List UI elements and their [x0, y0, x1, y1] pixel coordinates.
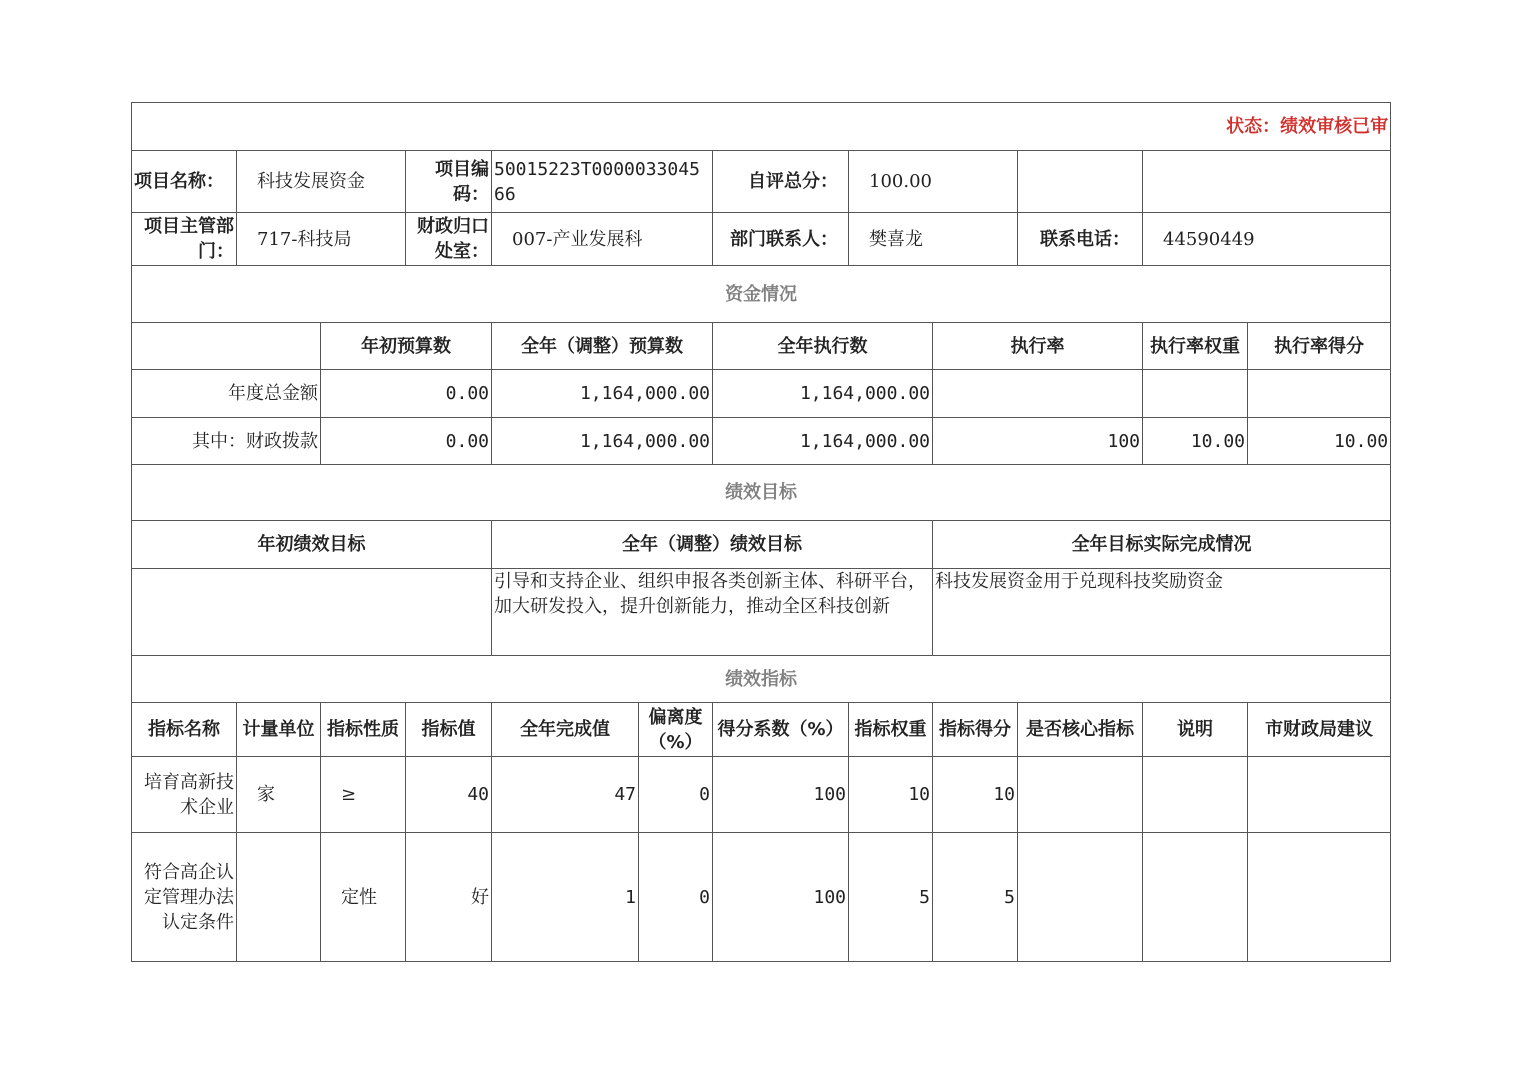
goals-content-row: [132, 569, 1391, 656]
ind-row-advice: [1248, 757, 1391, 833]
funds-row-adjusted: 1,164,000.00: [492, 418, 713, 465]
phone-label: 联系电话：: [1018, 213, 1143, 266]
contact-label: 部门联系人：: [713, 213, 849, 266]
ind-row-actual: 1: [492, 833, 639, 962]
ind-row-unit: [237, 833, 321, 962]
ind-row-weight: 5: [849, 833, 933, 962]
ind-row-deviation: 0: [639, 757, 713, 833]
performance-evaluation-sheet: [131, 102, 1391, 962]
ind-row-name: 培育高新技术企业: [132, 757, 237, 833]
project-name-label: 项目名称：: [132, 151, 237, 213]
ind-header-score: 指标得分: [933, 703, 1018, 757]
ind-row-note: [1143, 757, 1248, 833]
goals-section-title: 绩效目标: [132, 465, 1391, 521]
goals-header-initial: 年初绩效目标: [132, 521, 492, 569]
ind-row-core: [1018, 833, 1143, 962]
dept-label: 项目主管部门：: [132, 213, 237, 266]
goals-adjusted-text: 引导和支持企业、组织申报各类创新主体、科研平台，加大研发投入，提升创新能力，推动全区科技创新: [492, 569, 933, 656]
ind-header-name: 指标名称: [132, 703, 237, 757]
funds-row-label: 其中：财政拨款: [132, 418, 321, 465]
funds-row-initial: 0.00: [321, 370, 492, 418]
goals-header-adjusted: 全年（调整）绩效目标: [492, 521, 933, 569]
funds-row-initial: 0.00: [321, 418, 492, 465]
funds-row-rate: 100: [933, 418, 1143, 465]
project-code-label: 项目编码：: [406, 151, 492, 213]
ind-header-nature: 指标性质: [321, 703, 406, 757]
ind-header-note: 说明: [1143, 703, 1248, 757]
ind-row-weight: 10: [849, 757, 933, 833]
funds-header-blank: [132, 323, 321, 370]
ind-row-note: [1143, 833, 1248, 962]
ind-header-deviation: 偏离度（%）: [639, 703, 713, 757]
goals-header-actual: 全年目标实际完成情况: [933, 521, 1391, 569]
funds-row-label: 年度总金额: [132, 370, 321, 418]
goals-header-row: [132, 521, 1391, 569]
ind-row-unit: 家: [237, 757, 321, 833]
ind-row-advice: [1248, 833, 1391, 962]
funds-row-score: [1248, 370, 1391, 418]
ind-header-value: 指标值: [406, 703, 492, 757]
funds-header-executed: 全年执行数: [713, 323, 933, 370]
finance-office-value: 007-产业发展科: [492, 213, 713, 266]
contact-value: 樊喜龙: [849, 213, 1018, 266]
status-label: 状态：绩效审核已审: [132, 103, 1391, 151]
self-score-value: 100.00: [849, 151, 1018, 213]
ind-row-deviation: 0: [639, 833, 713, 962]
ind-header-weight: 指标权重: [849, 703, 933, 757]
finance-office-label: 财政归口处室：: [406, 213, 492, 266]
ind-row-value: 好: [406, 833, 492, 962]
ind-header-coef: 得分系数（%）: [713, 703, 849, 757]
self-score-label: 自评总分：: [713, 151, 849, 213]
funds-header-weight: 执行率权重: [1143, 323, 1248, 370]
ind-row-nature: 定性: [321, 833, 406, 962]
ind-row-core: [1018, 757, 1143, 833]
info-empty-cell-2: [1143, 151, 1391, 213]
funds-header-rate: 执行率: [933, 323, 1143, 370]
indicator-row: [132, 833, 1391, 962]
funds-header-initial: 年初预算数: [321, 323, 492, 370]
project-name-value: 科技发展资金: [237, 151, 406, 213]
ind-row-score: 10: [933, 757, 1018, 833]
funds-row-adjusted: 1,164,000.00: [492, 370, 713, 418]
indicators-header-row: [132, 703, 1391, 757]
funds-row-executed: 1,164,000.00: [713, 418, 933, 465]
ind-row-score: 5: [933, 833, 1018, 962]
ind-row-name: 符合高企认定管理办法认定条件: [132, 833, 237, 962]
info-empty-cell-1: [1018, 151, 1143, 213]
indicator-row: [132, 757, 1391, 833]
funds-row-score: 10.00: [1248, 418, 1391, 465]
indicators-section-title: 绩效指标: [132, 656, 1391, 703]
funds-header-adjusted: 全年（调整）预算数: [492, 323, 713, 370]
funds-row-weight: [1143, 370, 1248, 418]
project-code-value: 50015223T000003304566: [492, 151, 713, 213]
info-row-1: [132, 151, 1391, 213]
funds-row-weight: 10.00: [1143, 418, 1248, 465]
phone-value: 44590449: [1143, 213, 1391, 266]
funds-row-rate: [933, 370, 1143, 418]
funds-row: [132, 370, 1391, 418]
ind-header-advice: 市财政局建议: [1248, 703, 1391, 757]
funds-header-row: [132, 323, 1391, 370]
ind-header-actual: 全年完成值: [492, 703, 639, 757]
funds-header-score: 执行率得分: [1248, 323, 1391, 370]
ind-row-coef: 100: [713, 833, 849, 962]
ind-header-core: 是否核心指标: [1018, 703, 1143, 757]
ind-header-unit: 计量单位: [237, 703, 321, 757]
ind-row-actual: 47: [492, 757, 639, 833]
funds-row: [132, 418, 1391, 465]
ind-row-nature: ≥: [321, 757, 406, 833]
goals-actual-text: 科技发展资金用于兑现科技奖励资金: [933, 569, 1391, 656]
funds-section-title: 资金情况: [132, 266, 1391, 323]
funds-row-executed: 1,164,000.00: [713, 370, 933, 418]
ind-row-value: 40: [406, 757, 492, 833]
dept-value: 717-科技局: [237, 213, 406, 266]
goals-initial-text: [132, 569, 492, 656]
info-row-2: [132, 213, 1391, 266]
ind-row-coef: 100: [713, 757, 849, 833]
